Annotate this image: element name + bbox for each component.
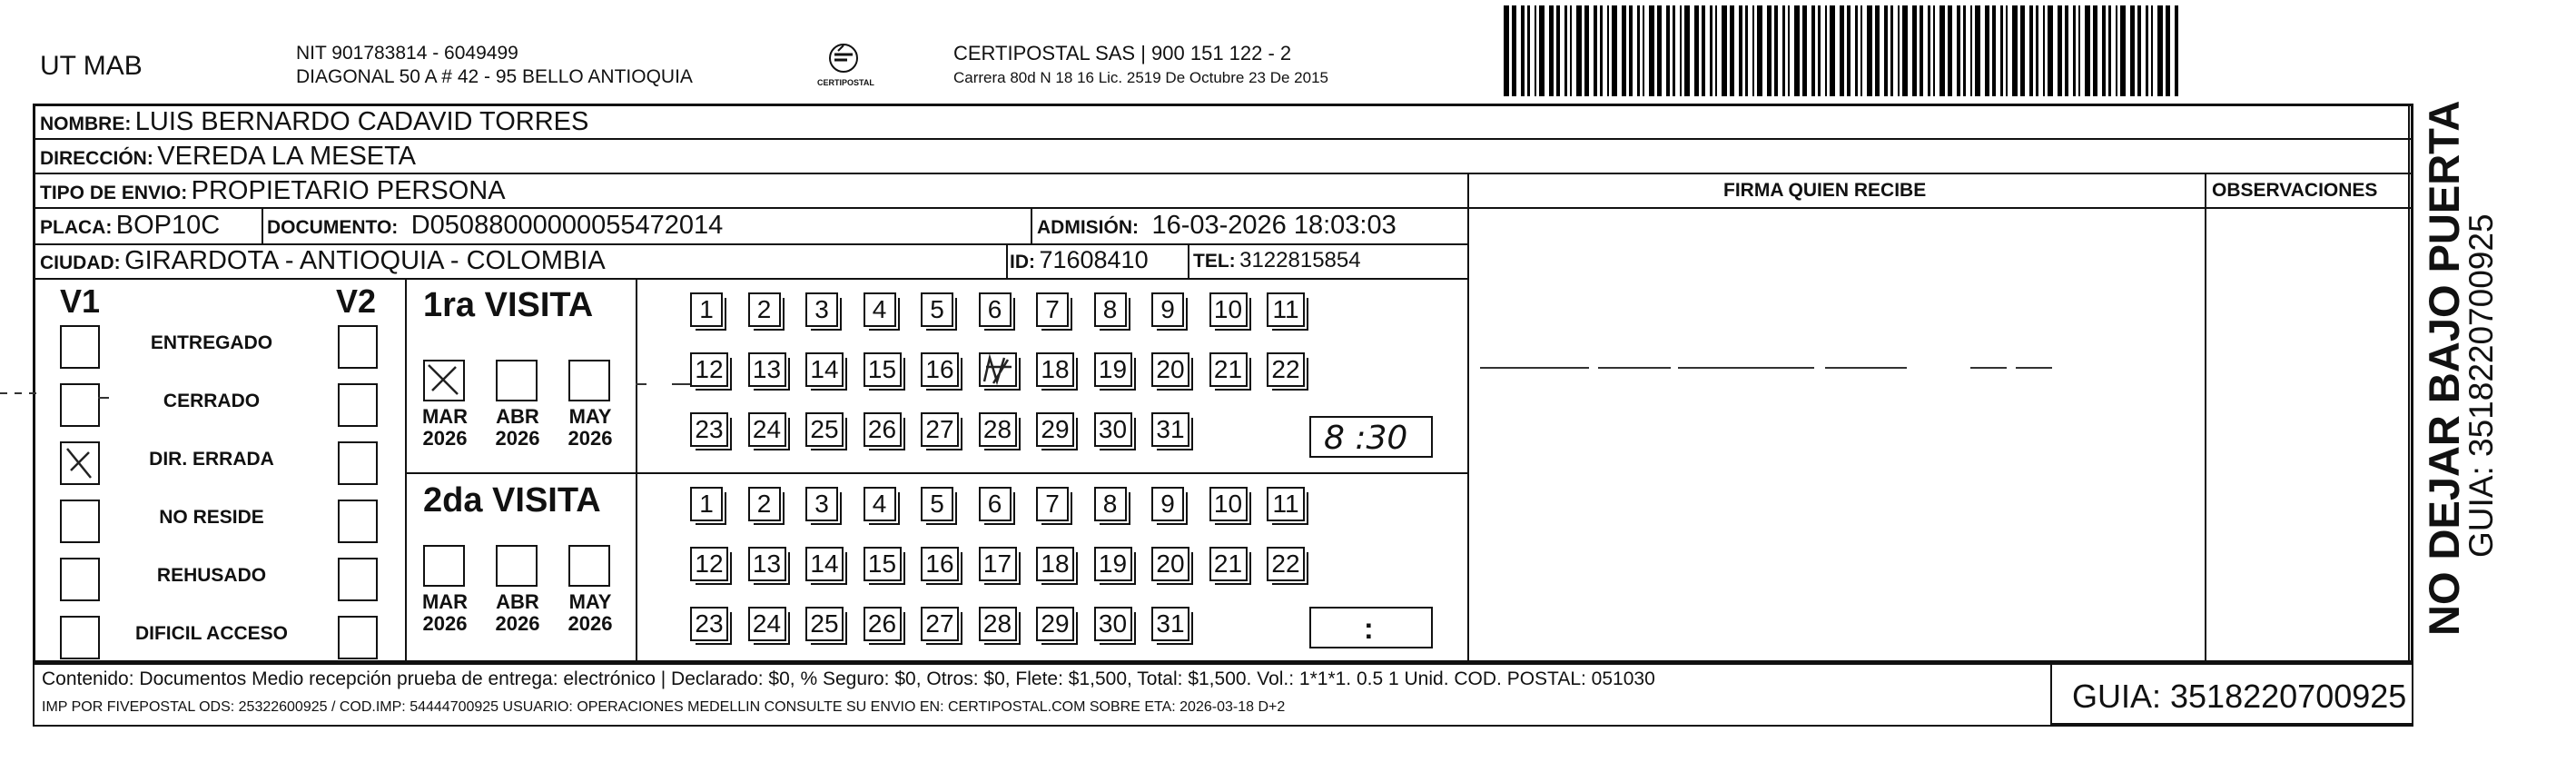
day-box[interactable]: 22 [1267,547,1305,581]
row-divider [33,173,2413,174]
barcode-bar [1818,5,1821,96]
barcode-bar [2146,5,2148,96]
day-box[interactable]: 22 [1267,352,1305,387]
barcode-bar [1730,5,1734,96]
dashed-line [636,380,1289,389]
barcode-bar [1657,5,1662,96]
footer-guia-box [2050,663,2413,725]
day-box[interactable]: 3 [805,292,838,327]
year-label: 2026 [568,427,613,450]
v1-label: V1 [60,282,101,320]
day-box[interactable]: 11 [1267,487,1305,521]
row-divider [1467,207,2413,209]
firma-header: FIRMA QUIEN RECIBE [1723,180,1927,201]
barcode-bar [1527,5,1530,96]
day-box[interactable]: 26 [864,607,902,641]
day-box[interactable]: 5 [921,292,953,327]
day-box[interactable]: 3 [805,487,838,521]
day-box[interactable]: 9 [1151,292,1184,327]
barcode-bar [1512,5,1516,96]
day-box[interactable]: 25 [805,607,844,641]
barcode-bar [1928,5,1930,96]
col-divider [2205,173,2206,663]
id-value: 71608410 [1039,246,1149,273]
barcode-bar [1715,5,1717,96]
checklist-label: DIFICIL ACCESO [134,623,288,644]
year-label: 2026 [568,612,613,635]
day-box[interactable]: 14 [805,547,844,581]
barcode-bar [1855,5,1858,96]
fold-mark [0,389,54,398]
barcode-bar [2078,5,2080,96]
day-box[interactable]: 16 [921,547,959,581]
month-label: ABR [496,590,539,613]
barcode-bar [1912,5,1917,96]
fold-mark [98,393,116,402]
barcode-bar [1898,5,1900,96]
barcode-bar [1788,5,1790,96]
col-divider [405,278,407,663]
barcode-bar [1963,5,1966,96]
barcode-bar [1970,5,1972,96]
day-box[interactable]: 28 [979,412,1017,447]
barcode-bar [1549,5,1554,96]
barcode-bar [1875,5,1880,96]
month-checkbox[interactable] [423,360,465,401]
day-box[interactable]: 7 [1036,487,1069,521]
barcode-bar [1637,5,1640,96]
barcode-bar [2000,5,2003,96]
col-divider [1006,243,1008,278]
month-checkbox[interactable] [423,545,465,587]
admision-label: ADMISIÓN: [1037,217,1139,238]
visit-divider [405,472,1467,474]
barcode-bar [2043,5,2045,96]
nombre-value: LUIS BERNARDO CADAVID TORRES [134,107,589,136]
barcode-bar [1948,5,1952,96]
barcode-bar [1975,5,1980,96]
day-box[interactable]: 5 [921,487,953,521]
barcode-bar [1607,5,1609,96]
day-box[interactable]: 2 [748,292,781,327]
placa-value: BOP10C [115,211,221,240]
barcode-bar [1890,5,1893,96]
barcode-bar [1884,5,1888,96]
nombre-label: NOMBRE: [40,114,132,134]
day-box[interactable]: 23 [690,412,728,447]
barcode-bar [1564,5,1567,96]
barcode-bar [1867,5,1872,96]
ciudad-value: GIRARDOTA - ANTIOQUIA - COLOMBIA [124,246,606,275]
barcode-bar [1767,5,1772,96]
nit-text: NIT 901783814 - 6049499 [296,43,518,64]
day-box[interactable]: 19 [1094,547,1132,581]
id-row [1010,246,1149,274]
day-box[interactable]: 15 [864,547,902,581]
admision-row [1037,211,1397,241]
day-box[interactable]: 31 [1151,412,1189,447]
footer-left-line [33,663,35,725]
barcode-bar [2058,5,2062,96]
row-divider [33,243,1467,245]
barcode-bar [2065,5,2068,96]
day-box[interactable]: 30 [1094,412,1132,447]
day-box[interactable]: 13 [748,352,786,387]
barcode-bar [2137,5,2141,96]
barcode-bar [2029,5,2033,96]
month-label: MAR [421,590,469,613]
month-label: ABR [496,405,539,428]
barcode-bar [1752,5,1754,96]
footer-guia: GUIA: 3518220700925 [2072,678,2407,715]
day-box[interactable]: 18 [1036,547,1074,581]
day-box[interactable]: 27 [921,412,959,447]
col-divider [1467,173,1469,663]
month-label: MAY [568,405,612,428]
checklist-label: DIR. ERRADA [149,449,274,470]
footer-bottom-line [33,725,2413,727]
barcode-bar [1594,5,1597,96]
tel-row [1193,248,1361,273]
day-box[interactable]: 19 [1094,352,1132,387]
barcode-bar [1521,5,1525,96]
observaciones-header: OBSERVACIONES [2212,180,2378,201]
barcode-bar [1722,5,1727,96]
barcode-bar [1673,5,1675,96]
logo-label: CERTIPOSTAL [817,78,874,87]
col-divider [1031,207,1032,243]
checklist-label: REHUSADO [156,565,267,586]
day-box[interactable]: 2 [748,487,781,521]
visit1-time-box[interactable] [1309,416,1433,458]
documento-value: D05088000000055472014 [410,211,724,240]
month-label: MAR [421,405,469,428]
barcode-bar [1600,5,1603,96]
day-box[interactable]: 23 [690,607,728,641]
signature-line [1480,359,2134,377]
barcode-bar [1680,5,1682,96]
day-box[interactable]: 1 [690,487,723,521]
barcode-bar [1570,5,1572,96]
barcode-bar [2151,5,2153,96]
day-box[interactable]: 17 [979,547,1017,581]
barcode-bar [1782,5,1785,96]
barcode-bar [1774,5,1778,96]
placa-row [40,211,220,241]
day-box[interactable]: 10 [1209,487,1248,521]
row-divider [33,138,2413,140]
day-box[interactable]: 24 [748,607,786,641]
no-dejar-vertical: NO DEJAR BAJO PUERTA [2420,100,2468,636]
barcode-bar [1985,5,1989,96]
checklist-label: CERRADO [163,391,261,411]
day-box[interactable]: 4 [864,487,896,521]
month-checkbox[interactable] [568,545,610,587]
barcode-bar [1860,5,1862,96]
footer-line2: IMP POR FIVEPOSTAL ODS: 25322600925 / COD.IMP: 54444700925 USUARIO: OPERACIONES MEDELLIN CONSULTE SU ENVIO EN: CERTIPOSTAL.COM SOBRE ETA: 2026-03-18 D+2 [42,699,1286,715]
direccion-label: DIRECCIÓN: [40,148,153,169]
barcode-bar [1629,5,1633,96]
day-box[interactable]: 6 [979,487,1012,521]
barcode-bar [1957,5,1960,96]
barcode-bar [2006,5,2008,96]
barcode [1504,5,2185,96]
ciudad-label: CIUDAD: [40,252,121,273]
row-divider [33,278,1467,280]
month-label: MAY [568,590,612,613]
barcode-bar [2166,5,2170,96]
barcode-bar [1840,5,1844,96]
v2-label: V2 [336,282,377,320]
barcode-bar [2020,5,2025,96]
direccion-row [40,142,416,172]
year-label: 2026 [495,612,540,635]
day-box[interactable]: 29 [1036,607,1074,641]
visit2-time: : [1364,612,1374,645]
tel-label: TEL: [1193,251,1236,272]
row-divider [33,207,1467,209]
barcode-bar [2120,5,2126,96]
day-box[interactable]: 31 [1151,607,1189,641]
placa-label: PLACA: [40,217,113,238]
barcode-bar [1666,5,1670,96]
day-box[interactable]: 12 [690,352,728,387]
barcode-bar [1933,5,1935,96]
barcode-bar [1612,5,1617,96]
month-checkbox[interactable] [496,545,538,587]
certipostal-line2: Carrera 80d N 18 16 Lic. 2519 De Octubre 23 De 2015 [953,69,1328,86]
barcode-bar [1794,5,1800,96]
day-box[interactable]: 20 [1151,352,1189,387]
visit2-time-box[interactable] [1309,607,1433,648]
certipostal-line1: CERTIPOSTAL SAS | 900 151 122 - 2 [953,42,1292,64]
day-box[interactable]: 29 [1036,412,1074,447]
visit2-title: 2da VISITA [423,481,601,520]
barcode-bar [1694,5,1699,96]
day-box[interactable]: 6 [979,292,1012,327]
certipostal-logo [815,40,872,94]
id-label: ID: [1010,252,1035,272]
day-box[interactable]: 28 [979,607,1017,641]
barcode-bar [1745,5,1748,96]
direccion-value: VEREDA LA MESETA [157,142,417,171]
month-checkbox[interactable] [568,360,610,401]
day-box[interactable]: 27 [921,607,959,641]
barcode-bar [1920,5,1923,96]
barcode-bar [1556,5,1560,96]
day-box[interactable]: 14 [805,352,844,387]
company-name: UT MAB [40,51,143,81]
barcode-bar [2175,5,2178,96]
day-box[interactable]: 18 [1036,352,1074,387]
day-box[interactable]: 30 [1094,607,1132,641]
barcode-bar [2130,5,2135,96]
year-label: 2026 [422,612,468,635]
day-box[interactable]: 7 [1036,292,1069,327]
year-label: 2026 [422,427,468,450]
col-divider [262,207,263,243]
day-box[interactable]: 12 [690,547,728,581]
visit1-time: 8 :30 [1324,420,1408,457]
tipo-label: TIPO DE ENVIO: [40,183,188,203]
barcode-bar [1811,5,1815,96]
barcode-bar [2012,5,2018,96]
day-box[interactable]: 8 [1094,487,1127,521]
tel-value: 3122815854 [1239,248,1361,272]
visit1-title: 1ra VISITA [423,286,594,324]
barcode-bar [1584,5,1589,96]
barcode-bar [1902,5,1908,96]
day-box[interactable]: 16 [921,352,959,387]
col-divider [2408,104,2410,663]
barcode-icon [1504,5,2185,96]
barcode-bar [1847,5,1851,96]
admision-value: 16-03-2026 18:03:03 [1151,211,1397,240]
barcode-bar [2093,5,2097,96]
nombre-row [40,107,588,137]
col-divider [636,278,637,663]
barcode-bar [2048,5,2053,96]
barcode-bar [1622,5,1626,96]
barcode-bar [1702,5,1705,96]
day-box[interactable]: 9 [1151,487,1184,521]
checklist-label: ENTREGADO [150,332,273,353]
barcode-bar [1830,5,1835,96]
day-box[interactable]: 15 [864,352,902,387]
barcode-bar [1684,5,1690,96]
guia-vertical: GUIA: 3518220700925 [2462,213,2500,558]
day-box[interactable]: 25 [805,412,844,447]
barcode-bar [1576,5,1582,96]
day-box[interactable]: 4 [864,292,896,327]
barcode-bar [2085,5,2090,96]
barcode-bar [1649,5,1654,96]
barcode-bar [1802,5,1807,96]
day-box[interactable]: 26 [864,412,902,447]
address-text: DIAGONAL 50 A # 42 - 95 BELLO ANTIOQUIA [296,66,693,87]
tipo-value: PROPIETARIO PERSONA [191,176,506,205]
day-box[interactable]: 11 [1267,292,1305,327]
day-box[interactable]: 8 [1094,292,1127,327]
ciudad-row [40,246,606,276]
barcode-bar [2116,5,2117,96]
day-box[interactable]: 13 [748,547,786,581]
barcode-bar [1757,5,1762,96]
month-checkbox[interactable] [496,360,538,401]
documento-label: DOCUMENTO: [267,217,399,238]
barcode-bar [2102,5,2106,96]
barcode-bar [2157,5,2163,96]
day-box[interactable]: 21 [1209,352,1248,387]
barcode-bar [2108,5,2111,96]
barcode-bar [1939,5,1945,96]
col-divider [1188,243,1189,278]
documento-row [267,211,723,241]
barcode-bar [1710,5,1712,96]
barcode-bar [1539,5,1545,96]
day-box[interactable]: 1 [690,292,723,327]
day-box[interactable]: 21 [1209,547,1248,581]
barcode-bar [1739,5,1742,96]
day-box[interactable]: 10 [1209,292,1248,327]
barcode-bar [1825,5,1827,96]
day-box[interactable]: 24 [748,412,786,447]
barcode-bar [1504,5,1509,96]
checklist-label: NO RESIDE [159,507,264,528]
day-box[interactable]: 20 [1151,547,1189,581]
barcode-bar [2036,5,2038,96]
barcode-bar [1535,5,1536,96]
barcode-bar [1992,5,1996,96]
barcode-bar [2073,5,2076,96]
barcode-bar [1643,5,1644,96]
footer-line1: Contenido: Documentos Medio recepción prueba de entrega: electrónico | Declarado: $0, % Seguro: $0, Otros: $0, Flete: $1,500, Total: $1,500. Vol.: 1*1*1. 0.5 1 Unid. COD. POSTAL: 051030 [42,668,1655,689]
tipo-row [40,176,506,206]
year-label: 2026 [495,427,540,450]
